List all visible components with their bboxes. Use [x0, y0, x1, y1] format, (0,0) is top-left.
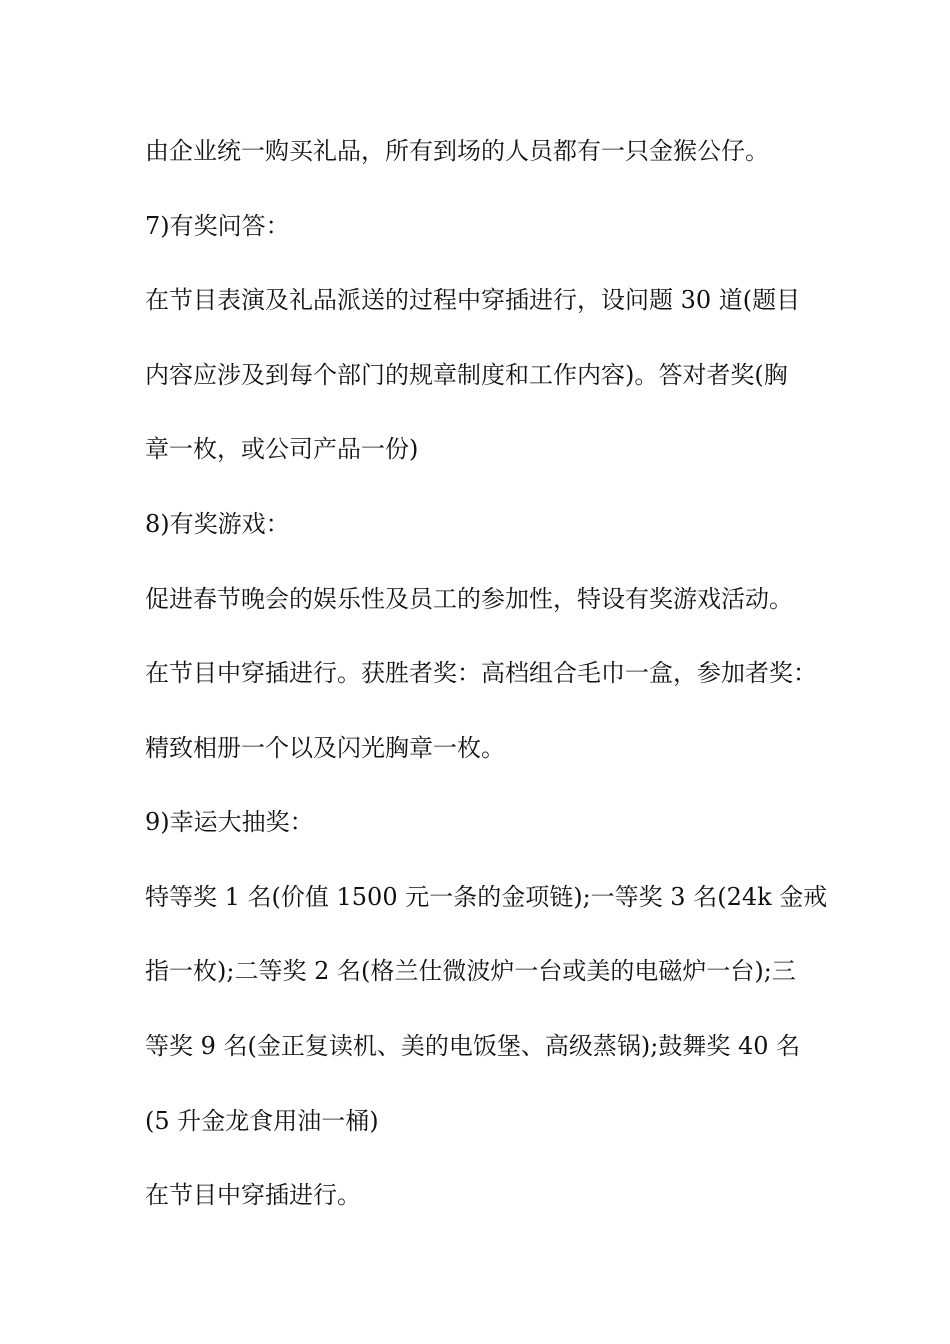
- paragraph-quiz-line-2: 内容应涉及到每个部门的规章制度和工作内容)。答对者奖(胸: [145, 361, 788, 389]
- paragraph-gift-purchase: 由企业统一购买礼品，所有到场的人员都有一只金猴公仔。: [145, 137, 769, 165]
- heading-prize-quiz: 7)有奖问答：: [145, 212, 290, 240]
- paragraph-draw-line-2: 指一枚);二等奖 2 名(格兰仕微波炉一台或美的电磁炉一台);三: [145, 957, 796, 985]
- paragraph-quiz-line-1: 在节目表演及礼品派送的过程中穿插进行，设问题 30 道(题目: [145, 286, 801, 314]
- paragraph-draw-line-3: 等奖 9 名(金正复读机、美的电饭堡、高级蒸锅);鼓舞奖 40 名: [145, 1032, 801, 1060]
- paragraph-quiz-line-3: 章一枚，或公司产品一份): [145, 435, 419, 463]
- paragraph-draw-line-4: (5 升金龙食用油一桶): [145, 1107, 379, 1135]
- heading-prize-games: 8)有奖游戏：: [145, 510, 290, 538]
- paragraph-draw-line-1: 特等奖 1 名(价值 1500 元一条的金项链);一等奖 3 名(24k 金戒: [145, 883, 828, 911]
- paragraph-games-line-2: 在节目中穿插进行。获胜者奖：高档组合毛巾一盒，参加者奖：: [145, 659, 817, 687]
- heading-lucky-draw: 9)幸运大抽奖：: [145, 808, 314, 836]
- paragraph-games-line-1: 促进春节晚会的娱乐性及员工的参加性，特设有奖游戏活动。: [145, 585, 793, 613]
- paragraph-draw-closing: 在节目中穿插进行。: [145, 1181, 361, 1209]
- paragraph-games-line-3: 精致相册一个以及闪光胸章一枚。: [145, 734, 505, 762]
